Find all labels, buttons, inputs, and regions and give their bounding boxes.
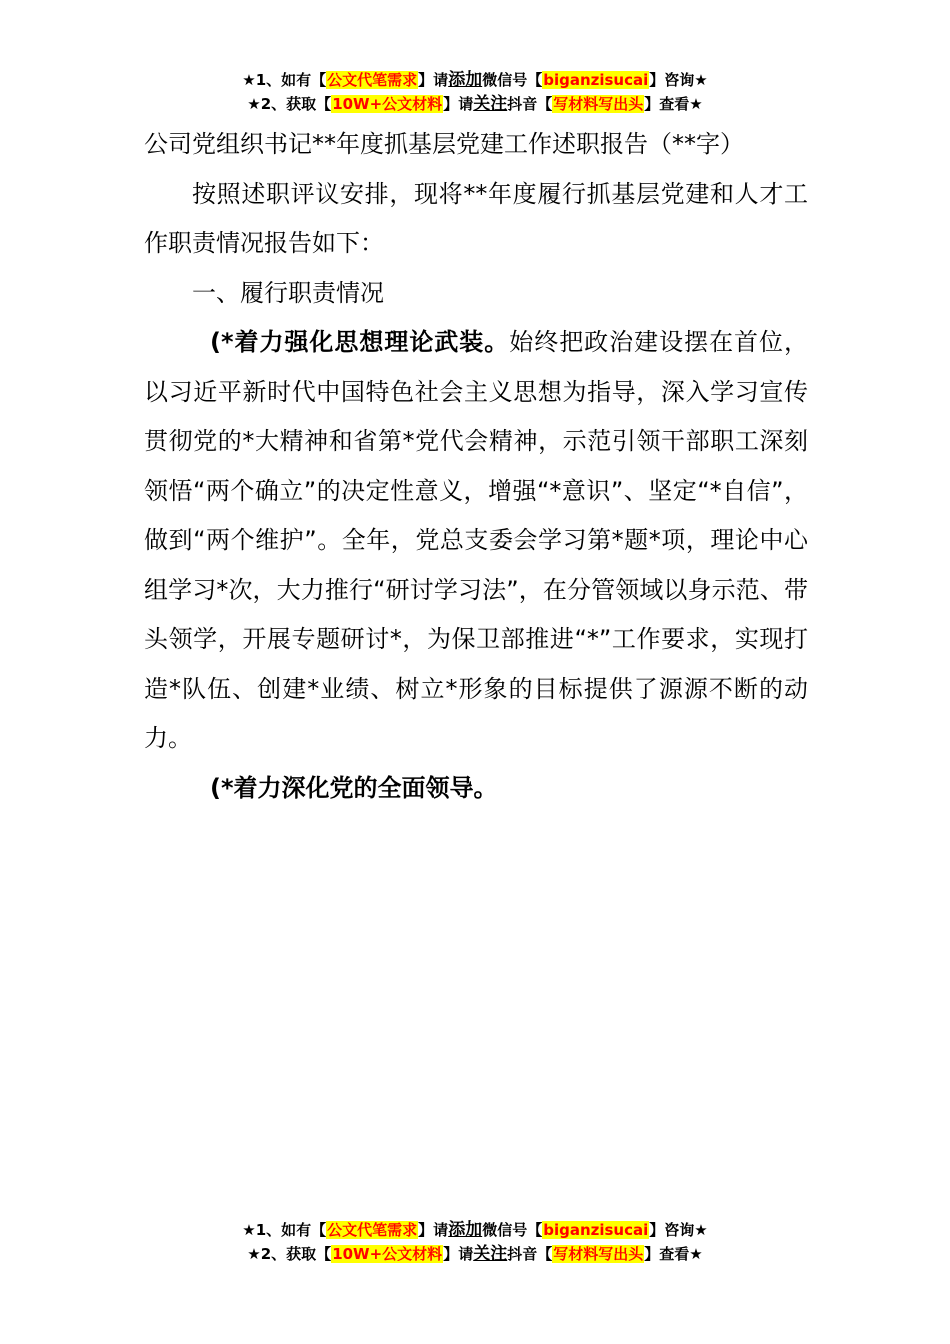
banner-line-1: ★1、如有【公文代笔需求】请添加微信号【biganzisucai】咨询★ <box>242 1220 708 1240</box>
highlight-wechat-id: biganzisucai <box>543 71 649 89</box>
highlight-materials: 10W+公文材料 <box>332 95 443 113</box>
banner-line-2: ★2、获取【10W+公文材料】请关注抖音【写材料写出头】查看★ <box>247 1244 703 1264</box>
document-title: 公司党组织书记**年度抓基层党建工作述职报告（**字） <box>144 130 744 158</box>
highlight-wechat-id: biganzisucai <box>543 1221 649 1239</box>
highlight-service: 公文代笔需求 <box>327 1221 418 1239</box>
banner-line-1: ★1、如有【公文代笔需求】请添加微信号【biganzisucai】咨询★ <box>242 70 708 90</box>
section-heading: 一、履行职责情况 <box>192 278 384 307</box>
highlight-service: 公文代笔需求 <box>327 71 418 89</box>
item-1-paragraph <box>144 318 808 764</box>
item-1-heading: (*着力强化思想理论武装。 <box>210 328 510 356</box>
footer-banner <box>0 1218 950 1266</box>
highlight-douyin-id: 写材料写出头 <box>553 1245 644 1263</box>
item-1-body: 始终把政治建设摆在首位，以习近平新时代中国特色社会主义思想为指导，深入学习宣传贯彻党的*大精神和省第*党代会精神，示范引领干部职工深刻领悟“两个确立”的决定性意义，增强“*意识”、坚定“*自信”，做到“两个维护”。全年，党总支委会学习第*题*项，理论中心组学习*次，大力推行“研讨学习法”，在分管领域以身示范、带头领学，开展专题研讨*，为保卫部推进“*”工作要求，实现打造*队伍、创建*业绩、树立*形象的目标提供了源源不断的动力。 <box>144 328 808 752</box>
highlight-douyin-id: 写材料写出头 <box>553 95 644 113</box>
item-2-heading: (*着力深化党的全面领导。 <box>210 773 498 802</box>
banner-line-2: ★2、获取【10W+公文材料】请关注抖音【写材料写出头】查看★ <box>247 94 703 114</box>
highlight-materials: 10W+公文材料 <box>332 1245 443 1263</box>
intro-paragraph: 按照述职评议安排，现将**年度履行抓基层党建和人才工作职责情况报告如下： <box>144 179 808 257</box>
document-body <box>144 120 808 813</box>
header-banner <box>0 68 950 116</box>
